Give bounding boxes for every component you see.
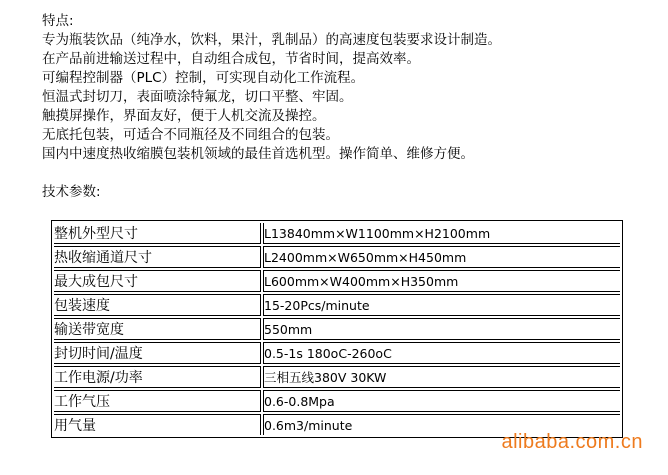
feature-line: 恒温式封切刀，表面喷涂特氟龙，切口平整、牢固。 [42,89,353,105]
spec-label: 整机外型尺寸 [54,223,261,244]
spec-row [54,270,620,292]
feature-line: 国内中速度热收缩膜包装机领域的最佳首选机型。操作简单、维修方便。 [42,146,474,162]
spec-row [54,318,620,340]
spec-value: 0.6-0.8Mpa [263,390,620,412]
spec-label: 用气量 [54,414,261,435]
feature-line: 在产品前进输送过程中，自动组合成包，节省时间，提高效率。 [42,51,420,67]
specs-table-body [54,223,620,435]
feature-line: 触摸屏操作，界面友好，便于人机交流及操控。 [42,108,326,124]
spec-label: 热收缩通道尺寸 [54,246,261,268]
spec-label: 工作电源/功率 [54,366,261,388]
feature-line: 可编程控制器（PLC）控制，可实现自动化工作流程。 [42,70,365,86]
spec-value: 三相五线380V 30KW [263,366,620,388]
spec-row [54,246,620,268]
spec-row [54,223,620,244]
spec-row [54,342,620,364]
features-heading: 特点: [42,13,74,29]
spec-value: 0.5-1s 180oC-260oC [263,342,620,364]
spec-value: L2400mm×W650mm×H450mm [263,246,620,268]
spec-row [54,294,620,316]
specs-heading: 技术参数: [42,184,101,200]
text-content [0,0,668,202]
spec-value: 15-20Pcs/minute [263,294,620,316]
spec-label: 最大成包尺寸 [54,270,261,292]
spec-label: 封切时间/温度 [54,342,261,364]
spec-value: 550mm [263,318,620,340]
features-list [42,31,668,164]
spec-value: L600mm×W400mm×H350mm [263,270,620,292]
spec-label: 工作气压 [54,390,261,412]
feature-line: 无底托包装，可适合不同瓶径及不同组合的包装。 [42,127,339,143]
spec-row [54,390,620,412]
spec-label: 输送带宽度 [54,318,261,340]
specs-table [51,220,623,438]
spec-value: L13840mm×W1100mm×H2100mm [263,223,620,244]
watermark-alibaba: alibaba.com.cn [501,431,643,453]
spec-row [54,366,620,388]
spec-value: 0.6m3/minute [263,414,620,435]
spec-label: 包装速度 [54,294,261,316]
feature-line: 专为瓶装饮品（纯净水，饮料，果汁，乳制品）的高速度包装要求设计制造。 [42,32,501,48]
